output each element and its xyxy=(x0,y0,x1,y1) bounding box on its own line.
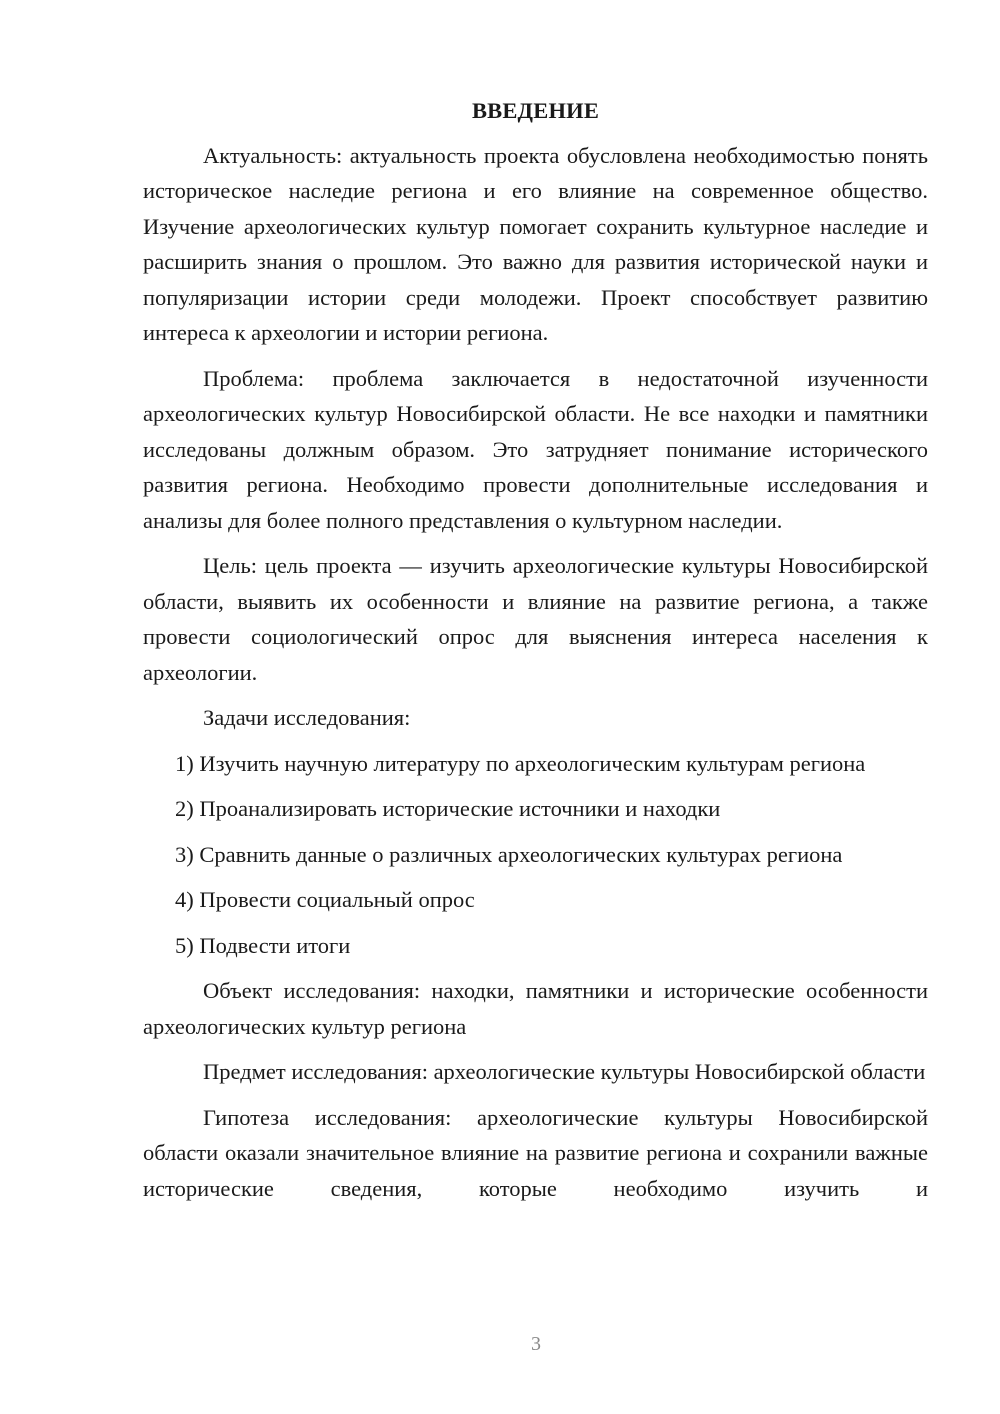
section-heading: ВВЕДЕНИЕ xyxy=(471,98,600,123)
task-item-3: 3) Сравнить данные о различных археологических культурах региона xyxy=(175,841,843,867)
paragraph-object: Объект исследования: находки, памятники и исторические особенности археологических культур региона xyxy=(143,978,928,1039)
tasks-heading: Задачи исследования: xyxy=(203,705,411,730)
paragraph-goal: Цель: цель проекта — изучить археологические культуры Новосибирской области, выявить их особенности и влияние на развитие региона, а также провести социологический опрос для выяснения интереса населения к археологии. xyxy=(143,553,928,685)
paragraph-subject: Предмет исследования: археологические культуры Новосибирской области xyxy=(203,1059,926,1084)
paragraph-problem: Проблема: проблема заключается в недостаточной изученности археологических культур Новосибирской области. Не все находки и памятники исследованы должным образом. Это затрудняет понимание исторического развития региона. Необходимо провести дополнительные исследования и анализы для более полного представления о культурном наследии. xyxy=(143,365,928,533)
task-item-5: 5) Подвести итоги xyxy=(175,932,351,958)
task-item-4: 4) Провести социальный опрос xyxy=(175,887,475,912)
task-item-1: 1) Изучить научную литературу по археологическим культурам региона xyxy=(175,750,866,776)
paragraph-relevance: Актуальность: актуальность проекта обусловлена необходимостью понять историческое наследие региона и его влияние на современное общество. Изучение археологических культур помогает сохранить культурное наследие и расширить знания о прошлом. Это важно для развития исторической науки и популяризации истории среди молодежи. Проект способствует развитию интереса к археологии и истории региона. xyxy=(143,142,928,345)
page-content xyxy=(143,93,928,1216)
page-number: 3 xyxy=(531,1333,541,1355)
task-item-2: 2) Проанализировать исторические источники и находки xyxy=(175,796,721,821)
paragraph-hypothesis: Гипотеза исследования: археологические культуры Новосибирской области оказали значительное влияние на развитие региона и сохранили важные исторические сведения, которые необходимо изучить и xyxy=(143,1104,928,1201)
